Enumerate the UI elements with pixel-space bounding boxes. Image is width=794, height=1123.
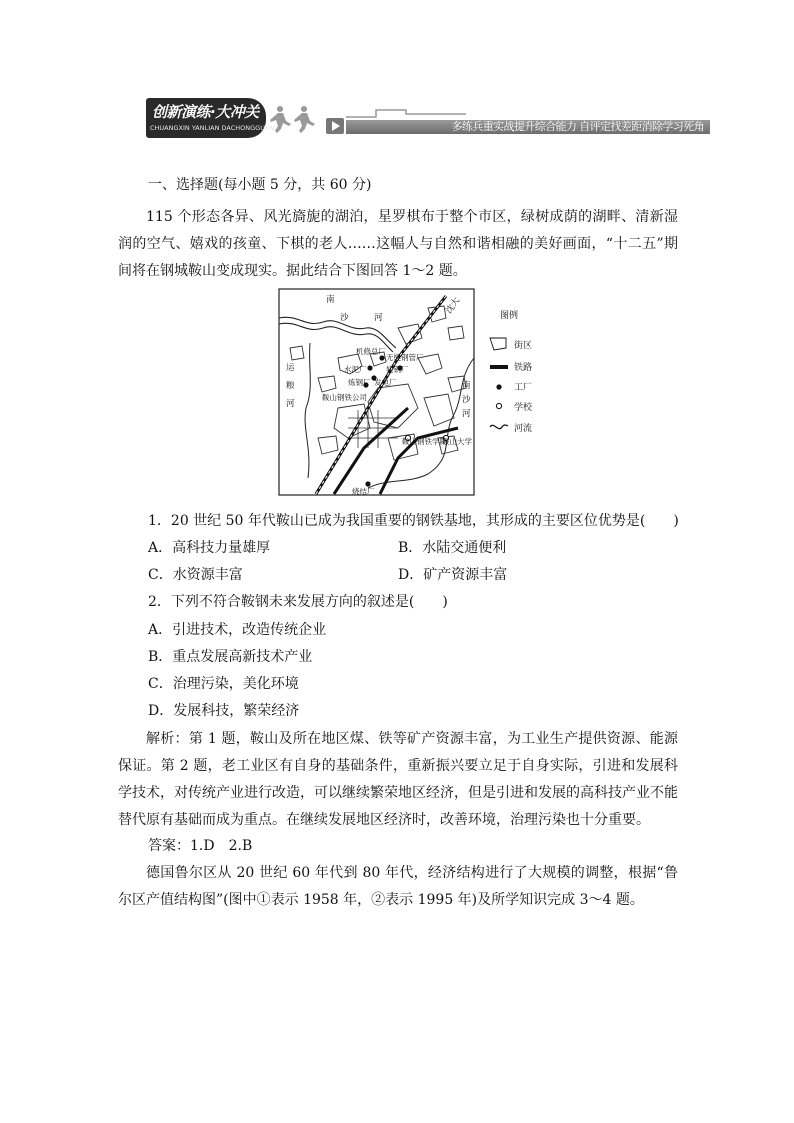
intro-paragraph: 115 个形态各异、风光旖旎的湖泊，星罗棋布于整个市区，绿树成荫的湖畔、清新湿润的空气、嬉戏的孩童、下棋的老人……这幅人与自然和谐相融的美好画面，“十二五”期间将在钢城鞍山变成现实。据此结合下图回答 1～2 题。	[118, 209, 678, 279]
map-legend	[490, 309, 533, 434]
analysis-paragraph: 解析：第 1 题，鞍山及所在地区煤、铁等矿产资源丰富，为工业生产提供资源、能源保证。第 2 题，老工业区有自身的基础条件，重新振兴要立足于自身实际，引进和发展科学技术，对传统产业进行改造，可以继续繁荣地区经济，但是引进和发展的高科技产业不能替代原有基础而成为重点。在继续发展地区经济时，改善环境，治理污染也十分重要。	[118, 731, 678, 828]
legend-item-4: 河流	[514, 424, 533, 434]
legend-item-3: 学校	[514, 403, 533, 413]
legend-school-icon	[496, 403, 501, 408]
section-banner	[146, 98, 710, 138]
map-label-university: 鞍山大学	[442, 437, 472, 446]
answer-line: 答案：1.D 2.B	[148, 838, 253, 854]
map-label-south: 南	[326, 295, 335, 305]
map-label-sha2: 沙	[462, 395, 471, 405]
map-label-sha: 沙	[340, 313, 349, 323]
legend-factory-icon	[496, 384, 501, 389]
play-icon	[326, 118, 344, 134]
legend-item-0: 街区	[514, 341, 533, 351]
legend-item-2: 工厂	[514, 383, 533, 393]
map-label-shaojie: 烧结厂	[352, 487, 375, 496]
legend-block-icon	[490, 338, 506, 350]
map-label-fadian: 发电厂	[374, 378, 397, 387]
question-1-stem: 1．20 世纪 50 年代鞍山已成为我国重要的钢铁基地，其形成的主要区位优势是( )	[148, 513, 679, 529]
banner-logo	[146, 98, 275, 138]
q1-option-b: B．水陆交通便利	[398, 540, 507, 556]
map-label-he3: 河	[462, 409, 471, 419]
q2-option-c: C．治理污染，美化环境	[148, 676, 299, 692]
banner-decoration	[346, 104, 466, 118]
map-label-nan2: 南	[462, 381, 471, 391]
q2-option-a: A．引进技术，改造传统企业	[148, 622, 327, 638]
map-label-wufeng: 无缝钢管厂	[386, 353, 424, 362]
map-label-jixiu: 机修总厂	[356, 347, 386, 356]
section-title: 一、选择题(每小题 5 分，共 60 分)	[148, 177, 372, 193]
banner-bar	[346, 120, 710, 134]
map-label-liang: 粮	[286, 381, 295, 391]
map-label-he1: 河	[374, 313, 383, 323]
map-label-college: 鞍山钢铁学院	[402, 437, 447, 446]
question-2-stem: 2．下列不符合鞍钢未来发展方向的叙述是( )	[148, 594, 448, 610]
map-label-shuini: 水泥厂	[344, 365, 367, 374]
legend-item-1: 铁路	[514, 363, 533, 373]
map-label-yun: 运	[286, 363, 295, 373]
map-label-zhaji: 轧钢厂	[386, 365, 409, 374]
q1-option-d: D．矿产资源丰富	[398, 567, 508, 583]
legend-rail-icon	[490, 365, 508, 369]
runners-icon	[268, 104, 326, 134]
anshan-map	[278, 288, 550, 496]
map-label-he2: 河	[286, 399, 295, 409]
banner-slogan: 多练兵重实战提升综合能力 自评定找差距消除学习死角	[451, 120, 704, 133]
legend-river-icon	[490, 425, 508, 429]
q2-option-d: D．发展科技，繁荣经济	[148, 703, 300, 719]
map-label-shenda: 沈大	[444, 296, 463, 316]
q1-option-a: A．高科技力量雄厚	[148, 540, 271, 556]
next-intro-paragraph: 德国鲁尔区从 20 世纪 60 年代到 80 年代，经济结构进行了大规模的调整，根据“鲁尔区产值结构图”(图中①表示 1958 年，②表示 1995 年)及所学知识完成 3～4 题。	[118, 865, 678, 908]
q1-option-c: C．水资源丰富	[148, 567, 243, 583]
map-label-liangang: 炼钢厂	[348, 378, 371, 387]
q2-option-b: B．重点发展高新技术产业	[148, 649, 313, 665]
legend-title: 图例	[500, 311, 519, 321]
banner-title: 创新演练·大冲关	[152, 103, 259, 121]
map-label-angang: 鞍山钢铁公司	[322, 393, 367, 402]
banner-pinyin: CHUANGXIN YANLIAN DACHONGGUAN	[150, 124, 275, 132]
